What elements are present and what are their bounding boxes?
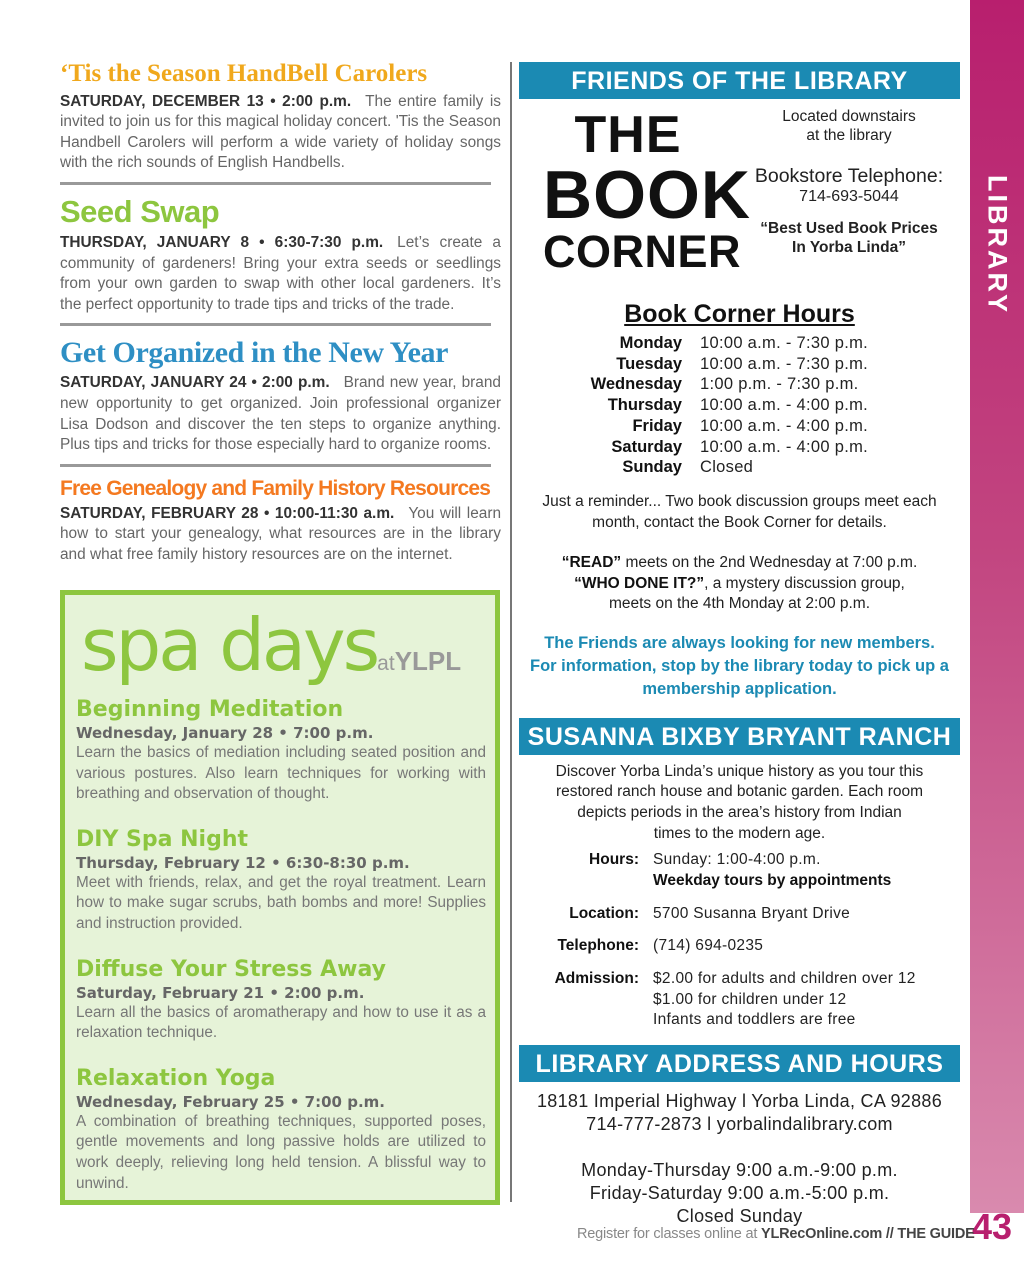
located-line: Located downstairs [782,108,916,125]
spa-item-title: DIY Spa Night [76,826,249,852]
footer [577,1226,975,1242]
event-description: The entire family is invited to join us for this magical holiday concert. 'Tis the Season Handbell Carolers will perform a wide variety of holiday songs with the rich sounds of English Handbells. [60,92,501,172]
whodoneit-group-schedule: meets on the 4th Monday at 2:00 p.m. [608,595,871,613]
ranch-hours-value [653,850,891,891]
hours-day: Sunday [622,458,682,477]
read-group-name: “READ” [561,554,622,572]
hours-day: Saturday [611,437,682,456]
event-title: Seed Swap [60,193,220,229]
hours-time: 10:00 a.m. - 4:00 p.m. [700,396,869,415]
ranch-admission [519,969,960,1031]
hours-time: 1:00 p.m. - 7:30 p.m. [700,375,859,394]
ranch-description: Discover Yorba Linda’s unique history as you tour this [555,762,924,780]
ranch-hours [519,850,960,891]
ranch-weekday-tours: Weekday tours by appointments [653,871,892,889]
membership-note: For information, stop by the library today to pick up a [530,656,949,675]
read-group [519,553,960,574]
ranch-hours-line [653,871,891,892]
logo-line-book: BOOK [543,157,751,233]
event-title: Get Organized in the New Year [60,336,449,370]
hours-day: Thursday [607,396,682,415]
event-date: SATURDAY, JANUARY 24 • 2:00 p.m. [60,374,330,392]
event-description: Let’s create a community of gardeners! Bring your extra seeds or seedlings from your own garden to swap with other local gardeners. It’s the perfect opportunity to trade tips and tricks of the trade. [60,233,501,313]
tagline: “Best Used Book Prices [760,220,938,237]
spa-item-description: A combination of breathing techniques, supported poses, gentle movements and long passive holds are utilized to work deeply, relieving long held tension. A blissful way to unwind. [76,1112,486,1192]
hours-time: Closed [700,458,754,477]
library-banner: LIBRARY ADDRESS AND HOURS [519,1045,960,1082]
read-group-text: meets on the 2nd Wednesday at 7:00 p.m. [621,554,918,572]
library-address: 18181 Imperial Highway l Yorba Linda, CA 92886 [536,1091,943,1112]
event-body [60,373,501,455]
library-hours-line: Monday-Thursday 9:00 a.m.-9:00 p.m. [581,1160,898,1181]
event-description: Brand new year, brand new opportunity to get organized. Join professional organizer Lisa Dodson and discover the ten steps to organize anything. Plus tips and tricks for those especially hard to organize rooms. [60,374,501,454]
hours-day: Monday [619,334,682,352]
event-date: SATURDAY, FEBRUARY 28 • 10:00-11:30 a.m. [60,504,395,522]
spa-item-date: Saturday, February 21 • 2:00 p.m. [76,983,365,1002]
whodoneit-group-name: “WHO DONE IT?” [574,574,705,592]
admission-line: Infants and toddlers are free [653,1011,856,1029]
library-hours-line: Closed Sunday [676,1206,803,1227]
bookstore-telephone-label: Bookstore Telephone: [754,165,944,187]
spa-item [76,697,486,805]
spa-item-description: Learn the basics of mediation including seated position and various postures. Also learn techniques for working with breathing and observation of thought. [76,744,486,803]
ranch-location-value: 5700 Susanna Bryant Drive [653,904,851,922]
side-tab [970,0,1024,1213]
whodoneit-group-text: , a mystery discussion group, [704,574,905,592]
reminder-line: month, contact the Book Corner for details. [592,513,887,531]
book-corner-section [519,99,960,299]
book-corner-hours-title: Book Corner Hours [624,300,855,328]
ranch-telephone-label: Telephone: [557,937,639,955]
admission-line: $1.00 for children under 12 [653,990,847,1008]
footer-suffix: // THE GUIDE [882,1226,975,1242]
hours-row [519,416,868,437]
page-number: 43 [972,1206,1013,1247]
hours-day: Wednesday [590,375,682,394]
event-seed-swap [60,195,501,315]
event-date: THURSDAY, JANUARY 8 • 6:30-7:30 p.m. [60,233,384,251]
hours-day: Tuesday [616,354,682,373]
ranch-location-label: Location: [569,904,639,922]
column-divider [510,62,512,1202]
footer-site-link[interactable]: YLRecOnline.com [761,1226,883,1242]
spa-item [76,957,486,1044]
event-body [60,92,501,174]
library-contact: 714-777-2873 l yorbalindalibrary.com [586,1114,893,1135]
ranch-telephone-value: (714) 694-0235 [653,937,764,955]
ranch-admission-value [653,969,916,1031]
hours-row [519,437,868,458]
spa-logo-main: spa days [81,603,378,687]
ranch-admission-label: Admission: [554,970,639,988]
spa-item-description: Meet with friends, relax, and get the royal treatment. Learn how to make sugar scrubs, bath bombs and more! Supplies and instruction provided. [76,873,486,932]
ranch-location [519,904,960,925]
event-title: ‘Tis the Season HandBell Carolers [60,60,428,87]
divider [60,323,491,326]
library-hours-line: Friday-Saturday 9:00 a.m.-5:00 p.m. [589,1183,890,1204]
spa-item-description: Learn all the basics of aromatherapy and how to use it as a relaxation technique. [76,1003,486,1042]
spa-item-title: Diffuse Your Stress Away [76,956,386,982]
events-column [60,60,501,566]
spa-logo-at: at [377,652,395,675]
hours-row [519,374,868,395]
ranch-banner: SUSANNA BIXBY BRYANT RANCH [519,718,960,755]
spa-item-title: Relaxation Yoga [76,1065,276,1091]
reminder-line: Just a reminder... Two book discussion groups meet each [542,492,937,510]
event-title: Free Genealogy and Family History Resources [60,476,491,500]
admission-line: $2.00 for adults and children over 12 [653,970,916,988]
hours-time: 10:00 a.m. - 4:00 p.m. [700,416,869,435]
footer-prefix: Register for classes online at [577,1226,761,1242]
membership-note: The Friends are always looking for new members. [544,633,935,652]
hours-row [519,333,868,354]
event-genealogy [60,477,501,566]
book-corner-info [747,107,951,257]
spa-item [76,827,486,935]
hours-row [519,457,868,478]
spa-item-date: Thursday, February 12 • 6:30-8:30 p.m. [76,853,410,872]
event-carolers [60,60,501,174]
ranch-hours-line: Sunday: 1:00-4:00 p.m. [653,851,821,869]
ranch-hours-label: Hours: [589,851,639,869]
hours-row [519,354,868,375]
info-column [519,62,960,1228]
spa-days-logo [81,603,461,687]
divider [60,182,491,185]
ranch-description: restored ranch house and botanic garden. Each room [555,783,924,801]
spa-items [76,697,486,1216]
hours-time: 10:00 a.m. - 7:30 p.m. [700,354,869,373]
spa-item-date: Wednesday, January 28 • 7:00 p.m. [76,724,374,742]
spa-item-title: Beginning Meditation [76,697,344,722]
ranch-description: depicts periods in the area’s history from Indian [577,804,902,822]
hours-day: Friday [632,416,682,435]
hours-time: 10:00 a.m. - 7:30 p.m. [700,334,869,352]
book-corner-hours-table [519,333,868,478]
ranch-telephone [519,936,960,957]
membership-note: membership application. [642,679,837,698]
divider [60,464,491,467]
spa-item-date: Wednesday, February 25 • 7:00 p.m. [76,1092,385,1111]
logo-line-corner: CORNER [543,226,742,277]
spa-days-box [60,590,500,1205]
whodoneit-group [519,574,960,595]
logo-line-the: THE [574,106,682,164]
hours-time: 10:00 a.m. - 4:00 p.m. [700,437,869,456]
side-tab-label: LIBRARY [982,175,1013,315]
event-body [60,233,501,315]
tagline: In Yorba Linda” [792,239,906,256]
spa-item [76,1066,486,1194]
bookstore-telephone: 714-693-5044 [799,188,899,205]
event-description: You will learn how to start your genealogy, what resources are in the library and what free family history resources are on the internet. [60,504,502,563]
located-line: at the library [806,127,892,144]
spa-logo-org: YLPL [394,646,462,676]
event-body [60,504,501,566]
ranch-description: times to the modern age. [653,824,826,842]
hours-row [519,395,868,416]
friends-banner: FRIENDS OF THE LIBRARY [519,62,960,99]
event-get-organized [60,336,501,455]
book-corner-logo [543,106,751,277]
event-date: SATURDAY, DECEMBER 13 • 2:00 p.m. [60,92,352,110]
